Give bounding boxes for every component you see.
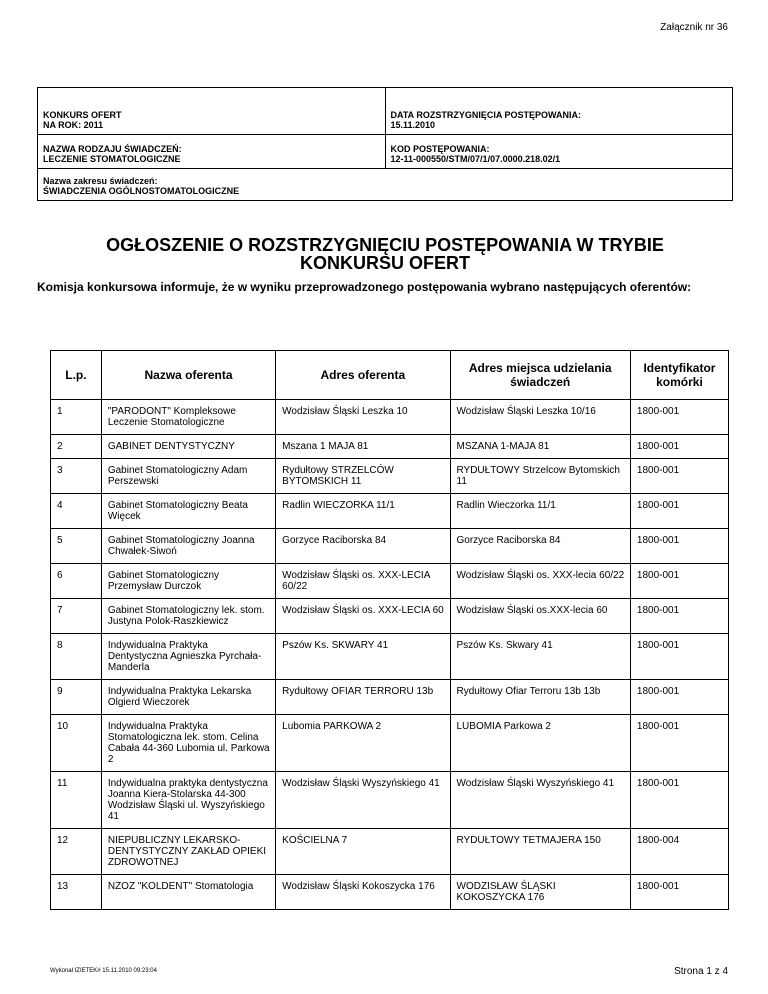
row-offeror-address: Wodzisław Śląski os. XXX-LECIA 60/22 bbox=[276, 564, 450, 599]
row-offeror-name: NZOZ "KOLDENT" Stomatologia bbox=[101, 875, 275, 910]
row-service-location: Radlin Wieczorka 11/1 bbox=[450, 494, 630, 529]
row-offeror-address: Gorzyce Raciborska 84 bbox=[276, 529, 450, 564]
procedure-code-label: KOD POSTĘPOWANIA: bbox=[390, 144, 490, 154]
row-offeror-address: Wodzisław Śląski Kokoszycka 176 bbox=[276, 875, 450, 910]
row-lp: 11 bbox=[51, 772, 102, 829]
row-unit-id: 1800-001 bbox=[630, 459, 728, 494]
intro-text: Komisja konkursowa informuje, że w wyniku przeprowadzonego postępowania wybrano następujących oferentów: bbox=[37, 280, 692, 294]
row-offeror-name: Gabinet Stomatologiczny Przemysław Durczok bbox=[101, 564, 275, 599]
service-type-value: LECZENIE STOMATOLOGICZNE bbox=[43, 154, 181, 164]
row-unit-id: 1800-001 bbox=[630, 875, 728, 910]
attachment-label: Załącznik nr 36 bbox=[660, 22, 728, 33]
row-offeror-address: Mszana 1 MAJA 81 bbox=[276, 435, 450, 459]
row-offeror-address: Wodzisław Śląski os. XXX-LECIA 60 bbox=[276, 599, 450, 634]
header-service-location: Adres miejsca udzielania świadczeń bbox=[450, 351, 630, 400]
row-offeror-address: Wodzisław Śląski Wyszyńskiego 41 bbox=[276, 772, 450, 829]
row-unit-id: 1800-004 bbox=[630, 829, 728, 875]
row-lp: 12 bbox=[51, 829, 102, 875]
footer-author: Wykonał IZIETEK# 15.11.2010 09:23:04 bbox=[50, 968, 157, 974]
service-scope-label: Nazwa zakresu świadczeń: bbox=[43, 176, 158, 186]
row-service-location: Wodzisław Śląski os.XXX-lecia 60 bbox=[450, 599, 630, 634]
table-row bbox=[51, 435, 729, 459]
row-lp: 7 bbox=[51, 599, 102, 634]
row-unit-id: 1800-001 bbox=[630, 400, 728, 435]
row-service-location: Wodzisław Śląski Leszka 10/16 bbox=[450, 400, 630, 435]
row-offeror-name: NIEPUBLICZNY LEKARSKO-DENTYSTYCZNY ZAKŁAD OPIEKI ZDROWOTNEJ bbox=[101, 829, 275, 875]
header-offeror-address: Adres oferenta bbox=[276, 351, 450, 400]
row-service-location: Pszów Ks. Skwary 41 bbox=[450, 634, 630, 680]
table-row bbox=[51, 829, 729, 875]
row-service-location: RYDUŁTOWY Strzelcow Bytomskich 11 bbox=[450, 459, 630, 494]
row-lp: 6 bbox=[51, 564, 102, 599]
row-lp: 3 bbox=[51, 459, 102, 494]
service-type-label: NAZWA RODZAJU ŚWIADCZEŃ: bbox=[43, 144, 182, 154]
row-lp: 9 bbox=[51, 680, 102, 715]
row-lp: 4 bbox=[51, 494, 102, 529]
row-service-location: LUBOMIA Parkowa 2 bbox=[450, 715, 630, 772]
service-scope-cell bbox=[38, 169, 733, 201]
row-service-location: Gorzyce Raciborska 84 bbox=[450, 529, 630, 564]
row-unit-id: 1800-001 bbox=[630, 494, 728, 529]
procedure-code-cell bbox=[385, 135, 733, 169]
row-offeror-address: KOŚCIELNA 7 bbox=[276, 829, 450, 875]
table-row bbox=[51, 564, 729, 599]
header-offeror-name: Nazwa oferenta bbox=[101, 351, 275, 400]
header-unit-id: Identyfikator komórki bbox=[630, 351, 728, 400]
table-row bbox=[51, 634, 729, 680]
row-offeror-name: Gabinet Stomatologiczny Adam Perszewski bbox=[101, 459, 275, 494]
row-unit-id: 1800-001 bbox=[630, 435, 728, 459]
row-service-location: MSZANA 1-MAJA 81 bbox=[450, 435, 630, 459]
table-row bbox=[51, 459, 729, 494]
resolution-date-value: 15.11.2010 bbox=[390, 120, 436, 130]
row-offeror-name: Gabinet Stomatologiczny Beata Więcek bbox=[101, 494, 275, 529]
row-offeror-address: Rydułtowy STRZELCÓW BYTOMSKICH 11 bbox=[276, 459, 450, 494]
competition-cell bbox=[38, 88, 386, 135]
table-row bbox=[51, 772, 729, 829]
page-number: Strona 1 z 4 bbox=[674, 966, 728, 977]
info-table bbox=[37, 87, 733, 201]
row-offeror-name: Gabinet Stomatologiczny Joanna Chwałek-Siwoń bbox=[101, 529, 275, 564]
row-service-location: WODZISŁAW ŚLĄSKI KOKOSZYCKA 176 bbox=[450, 875, 630, 910]
row-lp: 8 bbox=[51, 634, 102, 680]
row-service-location: RYDUŁTOWY TETMAJERA 150 bbox=[450, 829, 630, 875]
table-row bbox=[51, 875, 729, 910]
row-lp: 1 bbox=[51, 400, 102, 435]
table-row bbox=[51, 400, 729, 435]
row-offeror-name: Indywidualna Praktyka Lekarska Olgierd Wieczorek bbox=[101, 680, 275, 715]
table-row bbox=[51, 715, 729, 772]
page-title-line-2: KONKURSU OFERT bbox=[300, 253, 470, 273]
row-service-location: Wodzisław Śląski os. XXX-lecia 60/22 bbox=[450, 564, 630, 599]
table-row bbox=[51, 494, 729, 529]
row-lp: 10 bbox=[51, 715, 102, 772]
row-unit-id: 1800-001 bbox=[630, 772, 728, 829]
row-offeror-name: "PARODONT" Kompleksowe Leczenie Stomatologiczne bbox=[101, 400, 275, 435]
page-title-line-1: OGŁOSZENIE O ROZSTRZYGNIĘCIU POSTĘPOWANIA W TRYBIE bbox=[106, 235, 664, 255]
row-offeror-address: Radlin WIECZORKA 11/1 bbox=[276, 494, 450, 529]
resolution-date-label: DATA ROZSTRZYGNIĘCIA POSTĘPOWANIA: bbox=[390, 110, 581, 120]
row-lp: 13 bbox=[51, 875, 102, 910]
offers-header-row bbox=[51, 351, 729, 400]
competition-year: NA ROK: 2011 bbox=[43, 120, 104, 130]
service-scope-value: ŚWIADCZENIA OGÓLNOSTOMATOLOGICZNE bbox=[43, 186, 240, 196]
row-unit-id: 1800-001 bbox=[630, 634, 728, 680]
row-offeror-name: Indywidualna Praktyka Dentystyczna Agnieszka Pyrchała-Manderla bbox=[101, 634, 275, 680]
row-service-location: Wodzisław Śląski Wyszyńskiego 41 bbox=[450, 772, 630, 829]
row-lp: 5 bbox=[51, 529, 102, 564]
row-unit-id: 1800-001 bbox=[630, 680, 728, 715]
row-offeror-name: Gabinet Stomatologiczny lek. stom. Justyna Polok-Raszkiewicz bbox=[101, 599, 275, 634]
row-offeror-address: Lubomia PARKOWA 2 bbox=[276, 715, 450, 772]
page-title bbox=[37, 236, 733, 272]
row-unit-id: 1800-001 bbox=[630, 715, 728, 772]
row-offeror-address: Pszów Ks. SKWARY 41 bbox=[276, 634, 450, 680]
row-offeror-name: GABINET DENTYSTYCZNY bbox=[101, 435, 275, 459]
service-type-cell bbox=[38, 135, 386, 169]
row-offeror-address: Wodzisław Śląski Leszka 10 bbox=[276, 400, 450, 435]
row-offeror-name: Indywidualna praktyka dentystyczna Joanna Kiera-Stolarska 44-300 Wodzisław Śląski ul. Wyszyńskiego 41 bbox=[101, 772, 275, 829]
table-row bbox=[51, 599, 729, 634]
table-row bbox=[51, 680, 729, 715]
table-row bbox=[51, 529, 729, 564]
competition-label: KONKURS OFERT bbox=[43, 110, 122, 120]
offers-table bbox=[50, 350, 729, 910]
row-service-location: Rydułtowy Ofiar Terroru 13b 13b bbox=[450, 680, 630, 715]
resolution-date-cell bbox=[385, 88, 733, 135]
row-lp: 2 bbox=[51, 435, 102, 459]
header-lp: L.p. bbox=[51, 351, 102, 400]
row-unit-id: 1800-001 bbox=[630, 599, 728, 634]
row-unit-id: 1800-001 bbox=[630, 564, 728, 599]
row-unit-id: 1800-001 bbox=[630, 529, 728, 564]
procedure-code-value: 12-11-000550/STM/07/1/07.0000.218.02/1 bbox=[390, 154, 561, 164]
row-offeror-name: Indywidualna Praktyka Stomatologiczna lek. stom. Celina Cabała 44-360 Lubomia ul. Parkowa 2 bbox=[101, 715, 275, 772]
row-offeror-address: Rydułtowy OFIAR TERRORU 13b bbox=[276, 680, 450, 715]
